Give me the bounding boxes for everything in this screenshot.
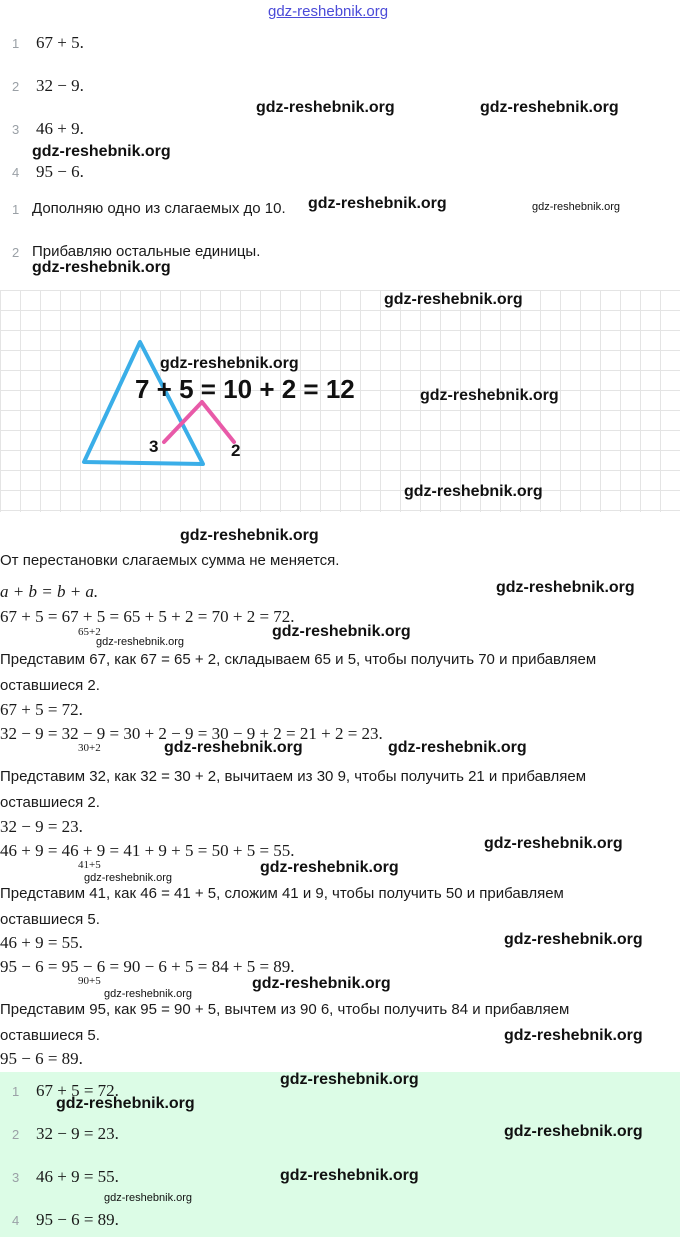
task-expression: 67 + 5. [36, 33, 84, 52]
watermark: gdz-reshebnik.org [252, 975, 391, 992]
solution-line: 32 − 9 = 32 − 9 = 30 + 2 − 9 = 30 − 9 + 2 = 21 + 2 = 23. [0, 724, 383, 743]
solution-result: 67 + 5 = 72. [0, 700, 83, 719]
watermark: gdz-reshebnik.org [96, 636, 185, 648]
solution-explanation: Представим 32, как 32 = 30 + 2, вычитаем из 30 9, чтобы получить 21 и прибавляем [0, 768, 587, 785]
commutative-formula: a + b = b + a. [0, 582, 99, 601]
solution-subscript: 30+2 [78, 742, 101, 754]
watermark: gdz-reshebnik.org [484, 835, 623, 852]
watermark: gdz-reshebnik.org [180, 527, 319, 544]
watermark: gdz-reshebnik.org [504, 1027, 643, 1044]
solution-explanation: оставшиеся 5. [0, 911, 100, 928]
watermark: gdz-reshebnik.org [308, 195, 447, 212]
watermark: gdz-reshebnik.org [280, 1167, 419, 1184]
answer-expression: 95 − 6 = 89. [36, 1210, 119, 1229]
watermark: gdz-reshebnik.org [32, 259, 171, 276]
solution-explanation: оставшиеся 5. [0, 1027, 100, 1044]
solution-line: 67 + 5 = 67 + 5 = 65 + 5 + 2 = 70 + 2 = 72. [0, 607, 295, 626]
solution-line: 46 + 9 = 46 + 9 = 41 + 9 + 5 = 50 + 5 = 55. [0, 841, 295, 860]
watermark: gdz-reshebnik.org [404, 483, 543, 500]
solution-result: 32 − 9 = 23. [0, 817, 83, 836]
diagram-label-right: 2 [231, 441, 241, 460]
watermark: gdz-reshebnik.org [504, 931, 643, 948]
task-number: 4 [12, 165, 20, 180]
task-expression: 32 − 9. [36, 76, 84, 95]
solution-explanation: Представим 41, как 46 = 41 + 5, сложим 41 и 9, чтобы получить 50 и прибавляем [0, 885, 564, 902]
watermark: gdz-reshebnik.org [104, 1192, 193, 1204]
solution-explanation: оставшиеся 2. [0, 677, 100, 694]
watermark: gdz-reshebnik.org [56, 1095, 195, 1112]
answer-expression: 67 + 5 = 72. [36, 1081, 119, 1100]
watermark: gdz-reshebnik.org [160, 355, 299, 372]
watermark: gdz-reshebnik.org [532, 201, 621, 213]
watermark: gdz-reshebnik.org [32, 143, 171, 160]
solution-result: 46 + 9 = 55. [0, 933, 83, 952]
solution-explanation: Представим 95, как 95 = 90 + 5, вычтем из 90 6, чтобы получить 84 и прибавляем [0, 1001, 570, 1018]
watermark: gdz-reshebnik.org [84, 872, 173, 884]
watermark: gdz-reshebnik.org [504, 1123, 643, 1140]
watermark-top-link[interactable]: gdz-reshebnik.org [268, 3, 389, 20]
watermark: gdz-reshebnik.org [480, 99, 619, 116]
watermark: gdz-reshebnik.org [104, 988, 193, 1000]
step-text: Прибавляю остальные единицы. [32, 243, 261, 260]
diagram-equation: 7 + 5 = 10 + 2 = 12 [135, 374, 355, 404]
task-expression: 46 + 9. [36, 119, 84, 138]
diagram-grid [0, 290, 680, 512]
watermark: gdz-reshebnik.org [272, 623, 411, 640]
solution-subscript: 90+5 [78, 975, 101, 987]
solution-explanation: оставшиеся 2. [0, 794, 100, 811]
watermark: gdz-reshebnik.org [256, 99, 395, 116]
task-number: 2 [12, 79, 20, 94]
watermark: gdz-reshebnik.org [388, 739, 527, 756]
watermark: gdz-reshebnik.org [164, 739, 303, 756]
answer-number: 1 [12, 1084, 20, 1099]
solution-explanation: Представим 67, как 67 = 65 + 2, складываем 65 и 5, чтобы получить 70 и прибавляем [0, 651, 597, 668]
answer-number: 2 [12, 1127, 20, 1142]
task-number: 1 [12, 36, 20, 51]
task-expression: 95 − 6. [36, 162, 84, 181]
watermark: gdz-reshebnik.org [420, 387, 559, 404]
diagram-label-left: 3 [149, 437, 159, 456]
rule-text: От перестановки слагаемых сумма не меняется. [0, 552, 340, 569]
solution-result: 95 − 6 = 89. [0, 1049, 83, 1068]
watermark: gdz-reshebnik.org [496, 579, 635, 596]
step-number: 2 [12, 245, 20, 260]
answer-number: 4 [12, 1213, 20, 1228]
watermark: gdz-reshebnik.org [384, 291, 523, 308]
answer-expression: 46 + 9 = 55. [36, 1167, 119, 1186]
solution-subscript: 41+5 [78, 859, 101, 871]
step-text: Дополняю одно из слагаемых до 10. [32, 200, 286, 217]
step-number: 1 [12, 202, 20, 217]
solution-subscript: 65+2 [78, 626, 101, 638]
answer-expression: 32 − 9 = 23. [36, 1124, 119, 1143]
watermark: gdz-reshebnik.org [280, 1071, 419, 1088]
solution-line: 95 − 6 = 95 − 6 = 90 − 6 + 5 = 84 + 5 = 89. [0, 957, 295, 976]
task-number: 3 [12, 122, 20, 137]
watermark: gdz-reshebnik.org [260, 859, 399, 876]
answer-number: 3 [12, 1170, 20, 1185]
